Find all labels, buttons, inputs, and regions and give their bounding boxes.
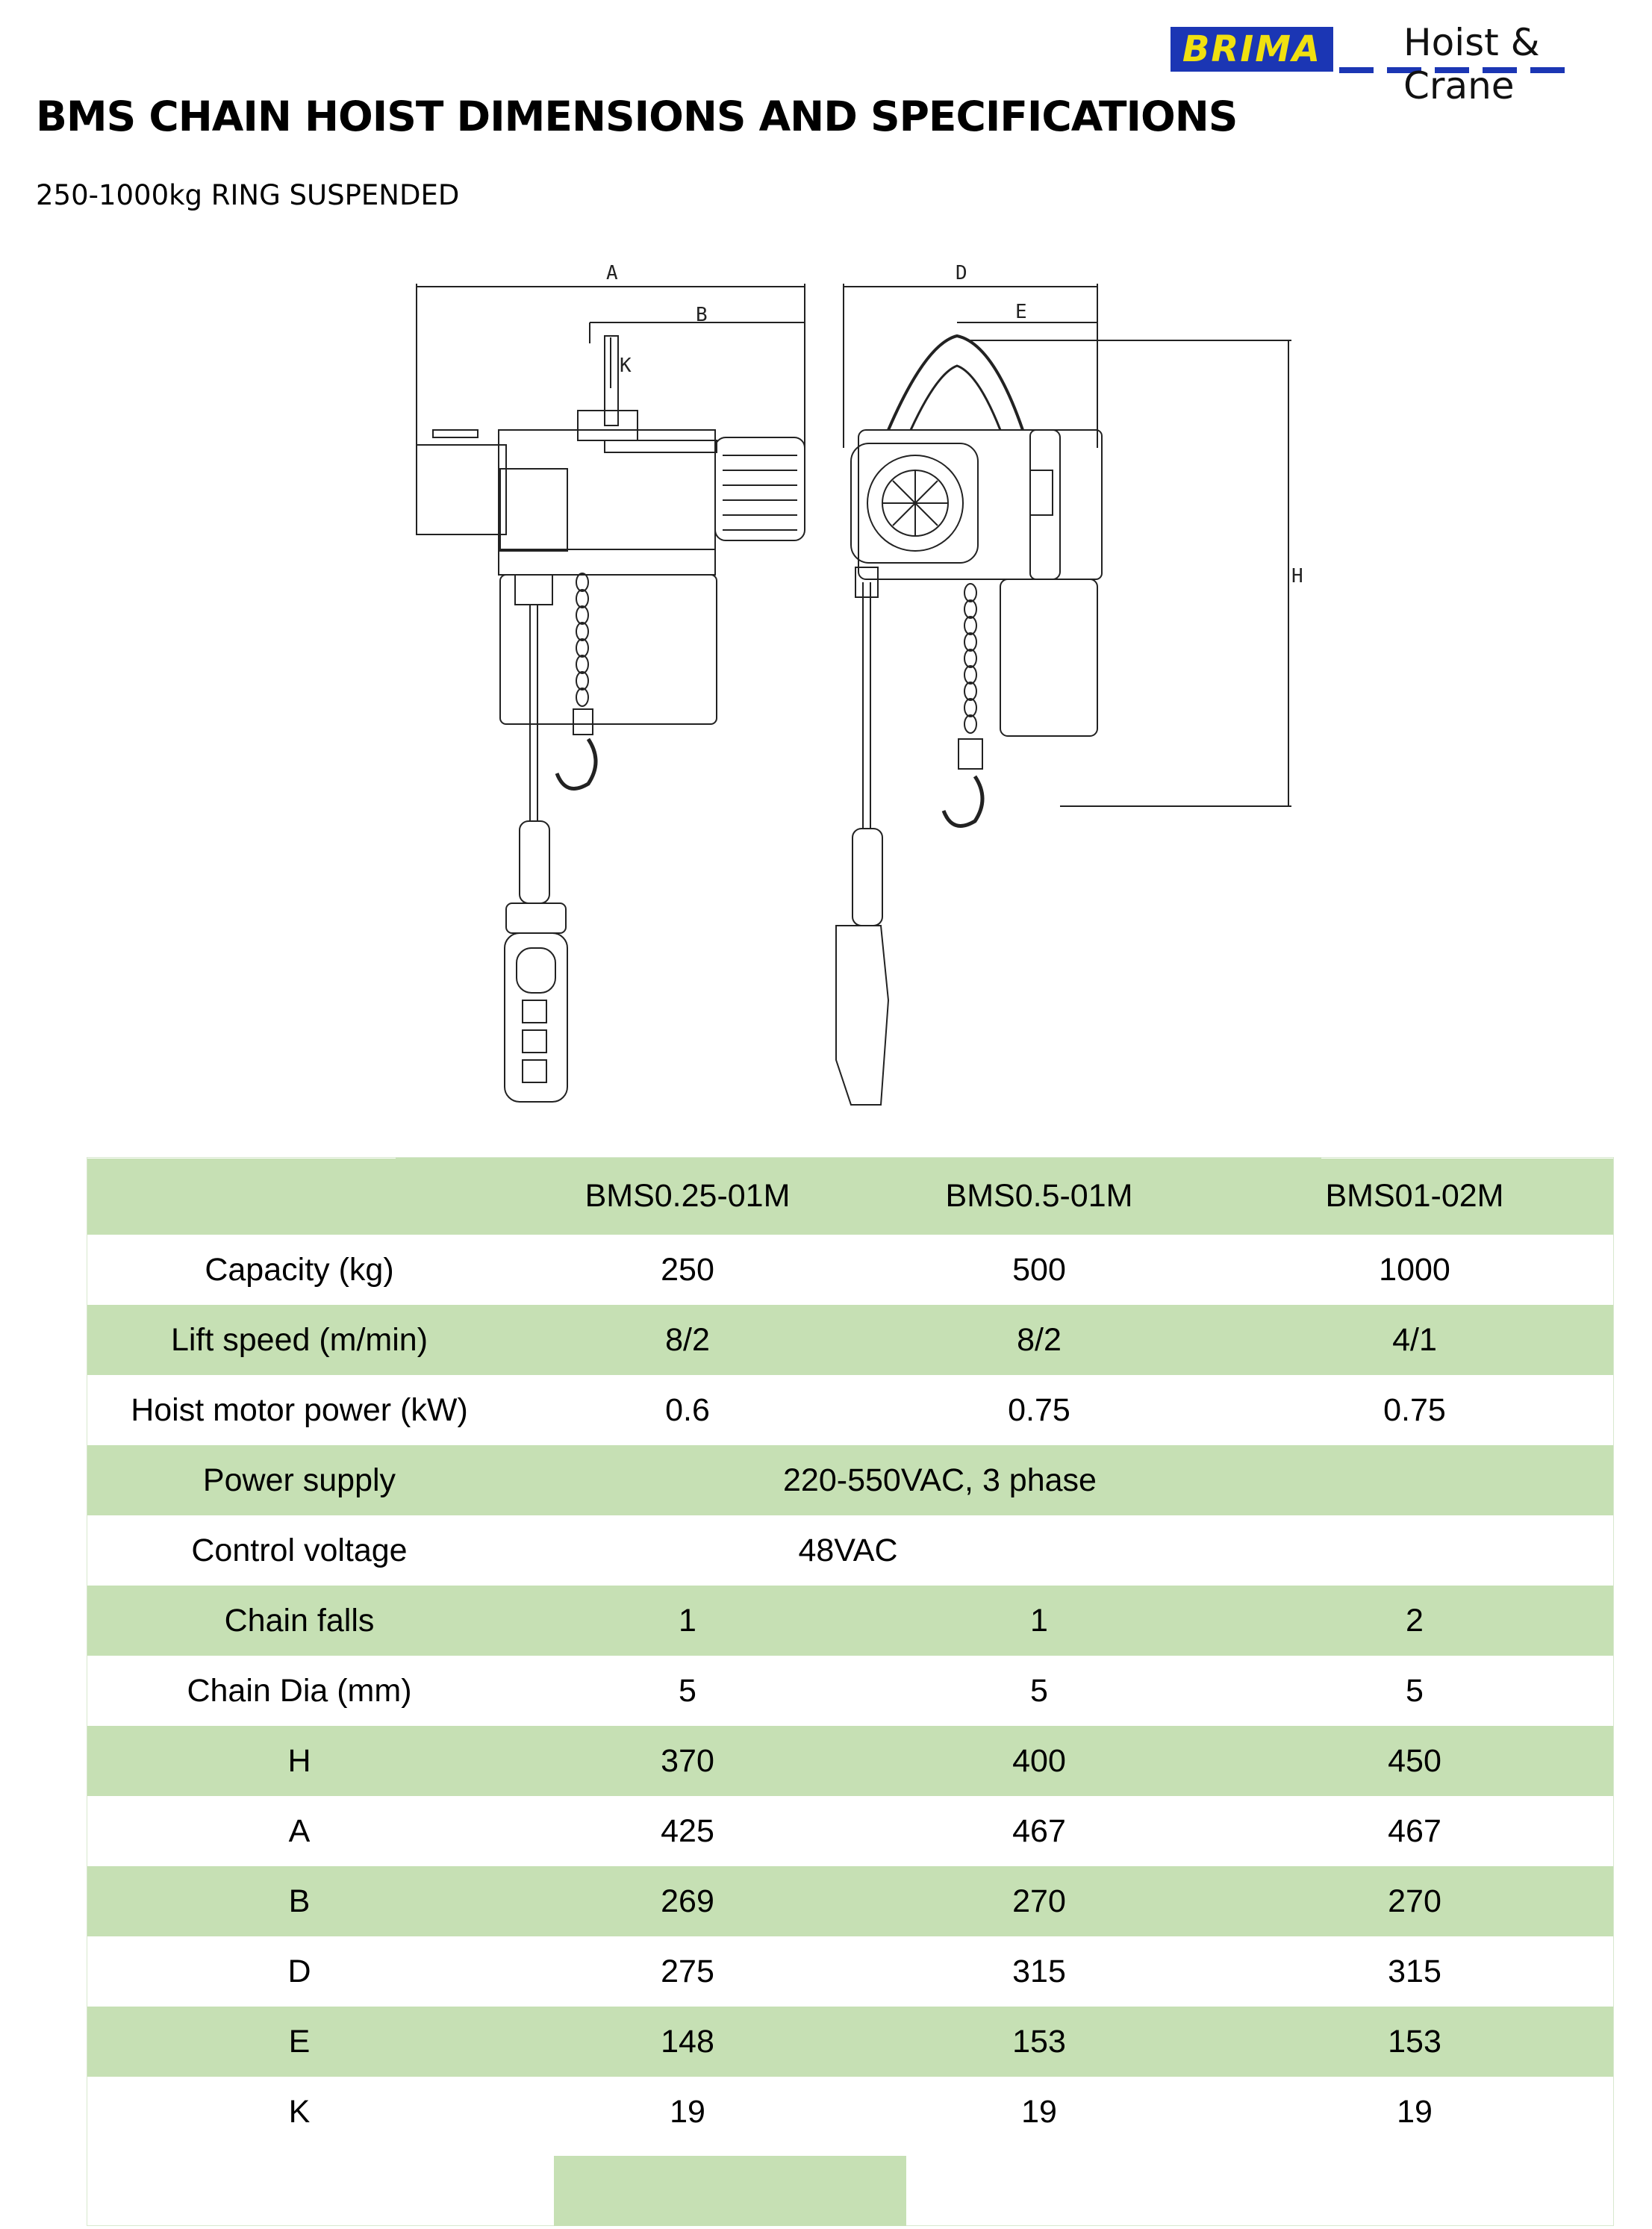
row-value: 19 xyxy=(512,2077,863,2147)
row-value: 0.75 xyxy=(1215,1375,1614,1445)
table-header-notch xyxy=(1321,1152,1614,1159)
hoist-dimension-drawing xyxy=(403,254,1314,1150)
page-subtitle: 250-1000kg RING SUSPENDED xyxy=(36,179,460,211)
table-row xyxy=(87,1586,1614,1656)
row-label: Control voltage xyxy=(87,1515,512,1586)
table-row xyxy=(87,1936,1614,2007)
row-value: 2 xyxy=(1215,1586,1614,1656)
row-value: 500 xyxy=(863,1235,1215,1305)
row-value: 370 xyxy=(512,1726,863,1796)
row-label: Chain falls xyxy=(87,1586,512,1656)
row-value: 270 xyxy=(863,1866,1215,1936)
header-model-1: BMS0.25-01M xyxy=(512,1157,863,1235)
row-value: 400 xyxy=(863,1726,1215,1796)
row-label: Hoist motor power (kW) xyxy=(87,1375,512,1445)
row-value: 5 xyxy=(863,1656,1215,1726)
table-row xyxy=(87,1235,1614,1305)
table-row xyxy=(87,2077,1614,2147)
row-value: 467 xyxy=(1215,1796,1614,1866)
header-model-2: BMS0.5-01M xyxy=(863,1157,1215,1235)
table-row xyxy=(87,1445,1614,1515)
row-value: 4/1 xyxy=(1215,1305,1614,1375)
table-row xyxy=(87,1515,1614,1586)
logo-tagline: Hoist & Crane xyxy=(1403,21,1540,107)
row-value: 1 xyxy=(512,1586,863,1656)
table-header-notch xyxy=(87,1152,396,1159)
row-value: 5 xyxy=(512,1656,863,1726)
row-value: 250 xyxy=(512,1235,863,1305)
logo-dash xyxy=(1339,67,1374,73)
row-label: Capacity (kg) xyxy=(87,1235,512,1305)
row-label: Power supply xyxy=(87,1445,512,1515)
row-value: 5 xyxy=(1215,1656,1614,1726)
header-cell-empty xyxy=(87,1157,512,1235)
row-value: 0.6 xyxy=(512,1375,863,1445)
row-label: K xyxy=(87,2077,512,2147)
dim-label-b: B xyxy=(696,304,708,326)
row-value: 315 xyxy=(1215,1936,1614,2007)
row-label: H xyxy=(87,1726,512,1796)
row-value-span: 220-550VAC, 3 phase xyxy=(512,1445,1614,1515)
row-value: 275 xyxy=(512,1936,863,2007)
table-row xyxy=(87,1305,1614,1375)
dim-label-d: D xyxy=(956,262,967,284)
spec-table xyxy=(87,1157,1614,2147)
table-row xyxy=(87,2007,1614,2077)
row-value: 19 xyxy=(1215,2077,1614,2147)
row-value: 315 xyxy=(863,1936,1215,2007)
table-row xyxy=(87,1375,1614,1445)
table-footer-bar xyxy=(554,2156,906,2226)
row-value: 8/2 xyxy=(512,1305,863,1375)
table-row xyxy=(87,1796,1614,1866)
row-value: 8/2 xyxy=(863,1305,1215,1375)
table-row xyxy=(87,1866,1614,1936)
row-value: 153 xyxy=(863,2007,1215,2077)
row-value: 153 xyxy=(1215,2007,1614,2077)
header-model-3: BMS01-02M xyxy=(1215,1157,1614,1235)
row-value: 0.75 xyxy=(863,1375,1215,1445)
table-row xyxy=(87,1726,1614,1796)
dim-label-h: H xyxy=(1291,565,1303,587)
page-title: BMS CHAIN HOIST DIMENSIONS AND SPECIFICATIONS xyxy=(36,93,1238,140)
row-value: 19 xyxy=(863,2077,1215,2147)
brima-logo-box xyxy=(1171,27,1333,72)
row-value: 1 xyxy=(863,1586,1215,1656)
row-value: 269 xyxy=(512,1866,863,1936)
row-label: E xyxy=(87,2007,512,2077)
dim-label-a: A xyxy=(606,262,618,284)
row-value-span: 48VAC xyxy=(512,1515,1614,1586)
dim-label-e: E xyxy=(1015,301,1027,323)
table-row xyxy=(87,1656,1614,1726)
row-label: Chain Dia (mm) xyxy=(87,1656,512,1726)
row-value: 1000 xyxy=(1215,1235,1614,1305)
row-value: 270 xyxy=(1215,1866,1614,1936)
row-value: 467 xyxy=(863,1796,1215,1866)
row-value: 148 xyxy=(512,2007,863,2077)
row-label: A xyxy=(87,1796,512,1866)
table-header-row xyxy=(87,1157,1614,1235)
row-label: Lift speed (m/min) xyxy=(87,1305,512,1375)
dim-label-k: K xyxy=(620,355,632,377)
row-value: 450 xyxy=(1215,1726,1614,1796)
row-label: B xyxy=(87,1866,512,1936)
row-label: D xyxy=(87,1936,512,2007)
row-value: 425 xyxy=(512,1796,863,1866)
logo-text: BRIMA xyxy=(1182,28,1322,70)
brand-logo xyxy=(1171,21,1648,107)
